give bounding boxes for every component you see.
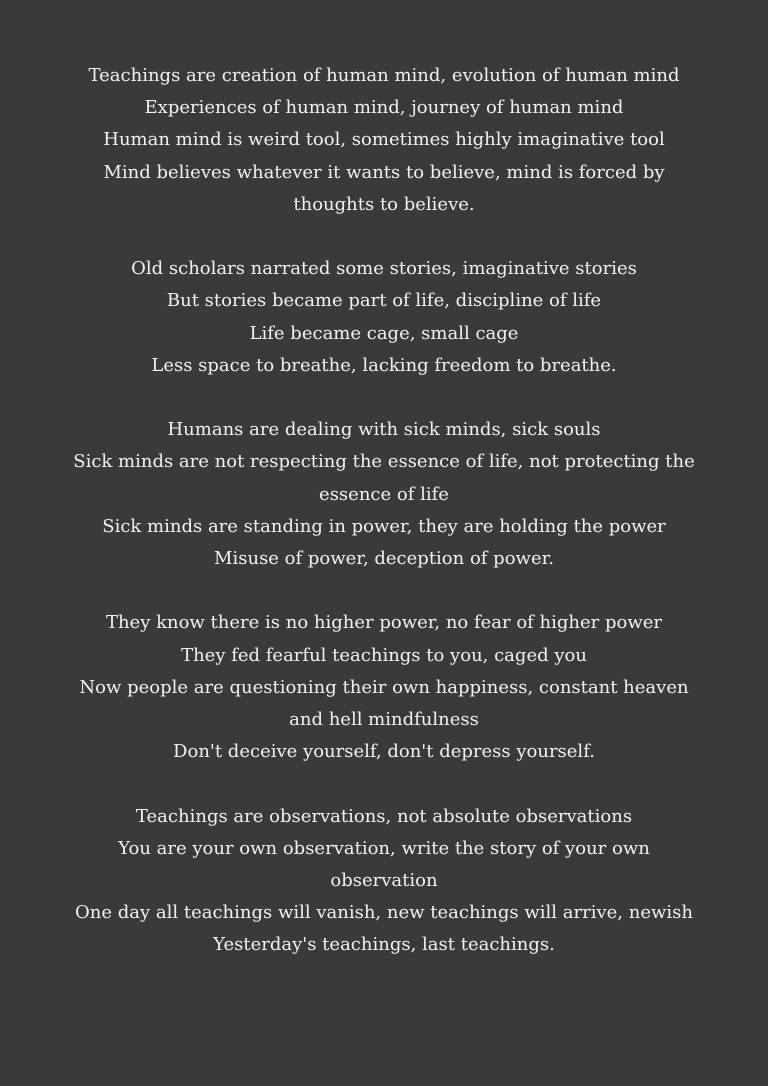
poem-line: But stories became part of life, discipline of life [166, 290, 602, 312]
poem-line: Yesterday's teachings, last teachings. [213, 934, 555, 956]
poem-line: Mind believes whatever it wants to believe, mind is forced by thoughts to believe. [103, 161, 665, 215]
poem-line: They know there is no higher power, no fear of higher power [105, 612, 663, 634]
poem-line: Now people are questioning their own happiness, constant heaven and hell mindfulness [79, 676, 689, 731]
poem-line: Experiences of human mind, journey of human mind [144, 97, 624, 119]
stanza-4 [70, 607, 698, 768]
poem-line: Old scholars narrated some stories, imaginative stories [131, 258, 637, 280]
poem-line: You are your own observation, write the story of your own observation [118, 837, 650, 892]
poem-line: They fed fearful teachings to you, caged you [181, 644, 587, 666]
stanza-5 [70, 801, 698, 962]
stanza-1 [70, 60, 698, 221]
poem-line: Less space to breathe, lacking freedom to breathe. [151, 354, 617, 376]
poem-line: One day all teachings will vanish, new teachings will arrive, newish [75, 902, 693, 924]
poem-line: Sick minds are standing in power, they are holding the power [102, 515, 666, 537]
poem-line: Sick minds are not respecting the essence of life, not protecting the essence of life [73, 451, 695, 505]
stanza-3 [70, 414, 698, 575]
stanza-2 [70, 253, 698, 382]
poem-line: Teachings are creation of human mind, evolution of human mind [88, 65, 680, 86]
poem-line: Teachings are observations, not absolute observations [135, 805, 633, 827]
poem-line: Life became cage, small cage [249, 322, 519, 344]
poem-line: Don't deceive yourself, don't depress yourself. [173, 741, 595, 763]
poem-line: Misuse of power, deception of power. [214, 548, 554, 570]
poem-body [70, 60, 698, 994]
poem-line: Human mind is weird tool, sometimes highly imaginative tool [103, 129, 665, 151]
poem-line: Humans are dealing with sick minds, sick souls [167, 419, 601, 441]
